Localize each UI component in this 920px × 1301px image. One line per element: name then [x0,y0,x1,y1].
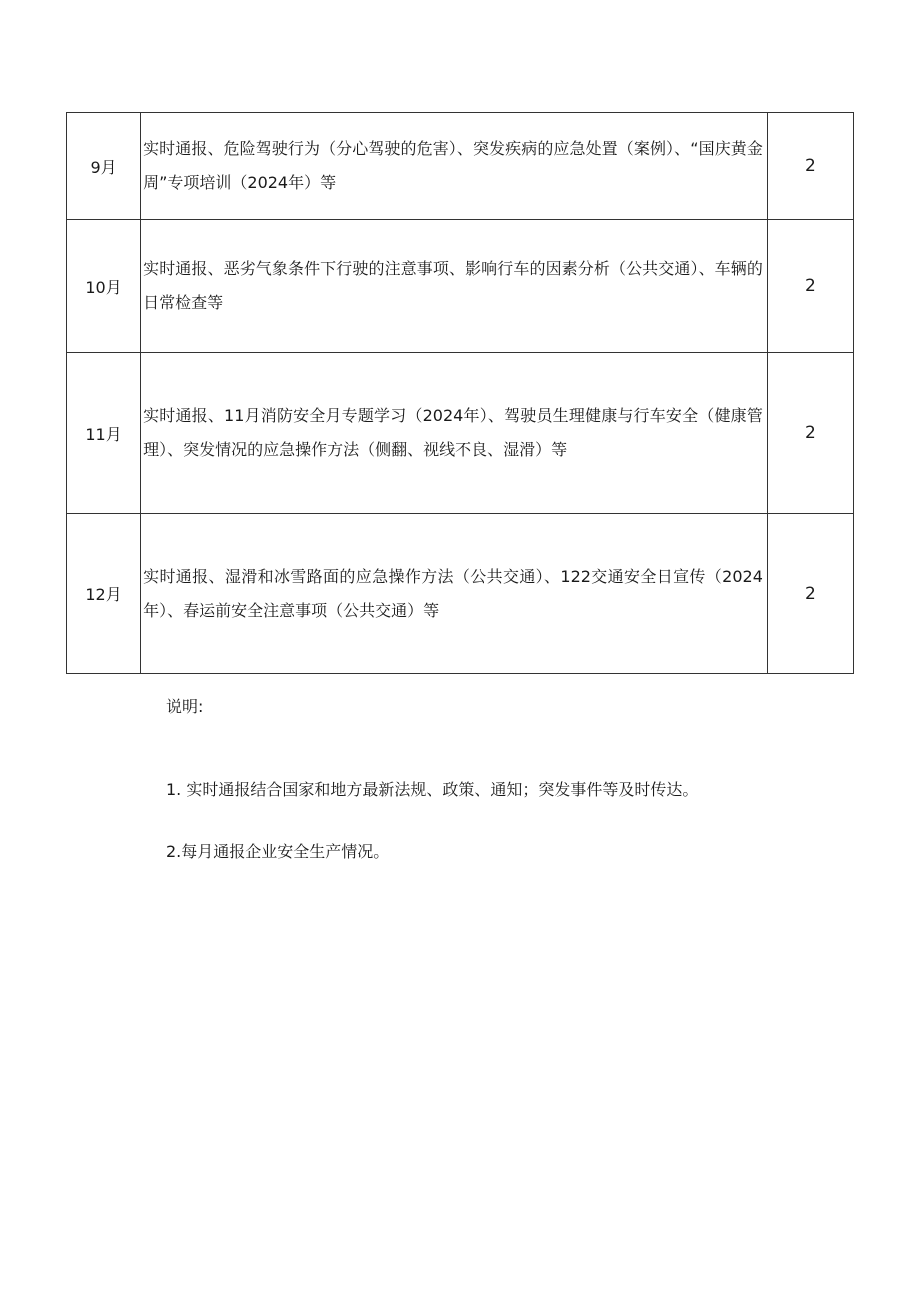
hours-cell: 2 [767,113,853,220]
month-cell: 11月 [67,353,141,514]
content-cell: 实时通报、危险驾驶行为（分心驾驶的危害）、突发疾病的应急处置（案例）、“国庆黄金周”专项培训（2024年）等 [141,113,768,220]
month-cell: 12月 [67,514,141,674]
hours-cell: 2 [767,220,853,353]
notes-section [166,694,846,865]
notes-title: 说明: [166,697,204,716]
table-row [67,113,854,220]
hours-cell: 2 [767,514,853,674]
content-cell: 实时通报、湿滑和冰雪路面的应急操作方法（公共交通）、122交通安全日宣传（2024年）、春运前安全注意事项（公共交通）等 [141,514,768,674]
table-row [67,353,854,514]
month-cell: 10月 [67,220,141,353]
training-schedule-table [66,112,854,674]
content-cell: 实时通报、11月消防安全月专题学习（2024年）、驾驶员生理健康与行车安全（健康管理）、突发情况的应急操作方法（侧翻、视线不良、湿滑）等 [141,353,768,514]
note-item: 1. 实时通报结合国家和地方最新法规、政策、通知；突发事件等及时传达。 [166,780,699,799]
table-row [67,220,854,353]
hours-cell: 2 [767,353,853,514]
content-cell: 实时通报、恶劣气象条件下行驶的注意事项、影响行车的因素分析（公共交通）、车辆的日常检查等 [141,220,768,353]
table-row [67,514,854,674]
note-item: 2.每月通报企业安全生产情况。 [166,842,390,861]
month-cell: 9月 [67,113,141,220]
